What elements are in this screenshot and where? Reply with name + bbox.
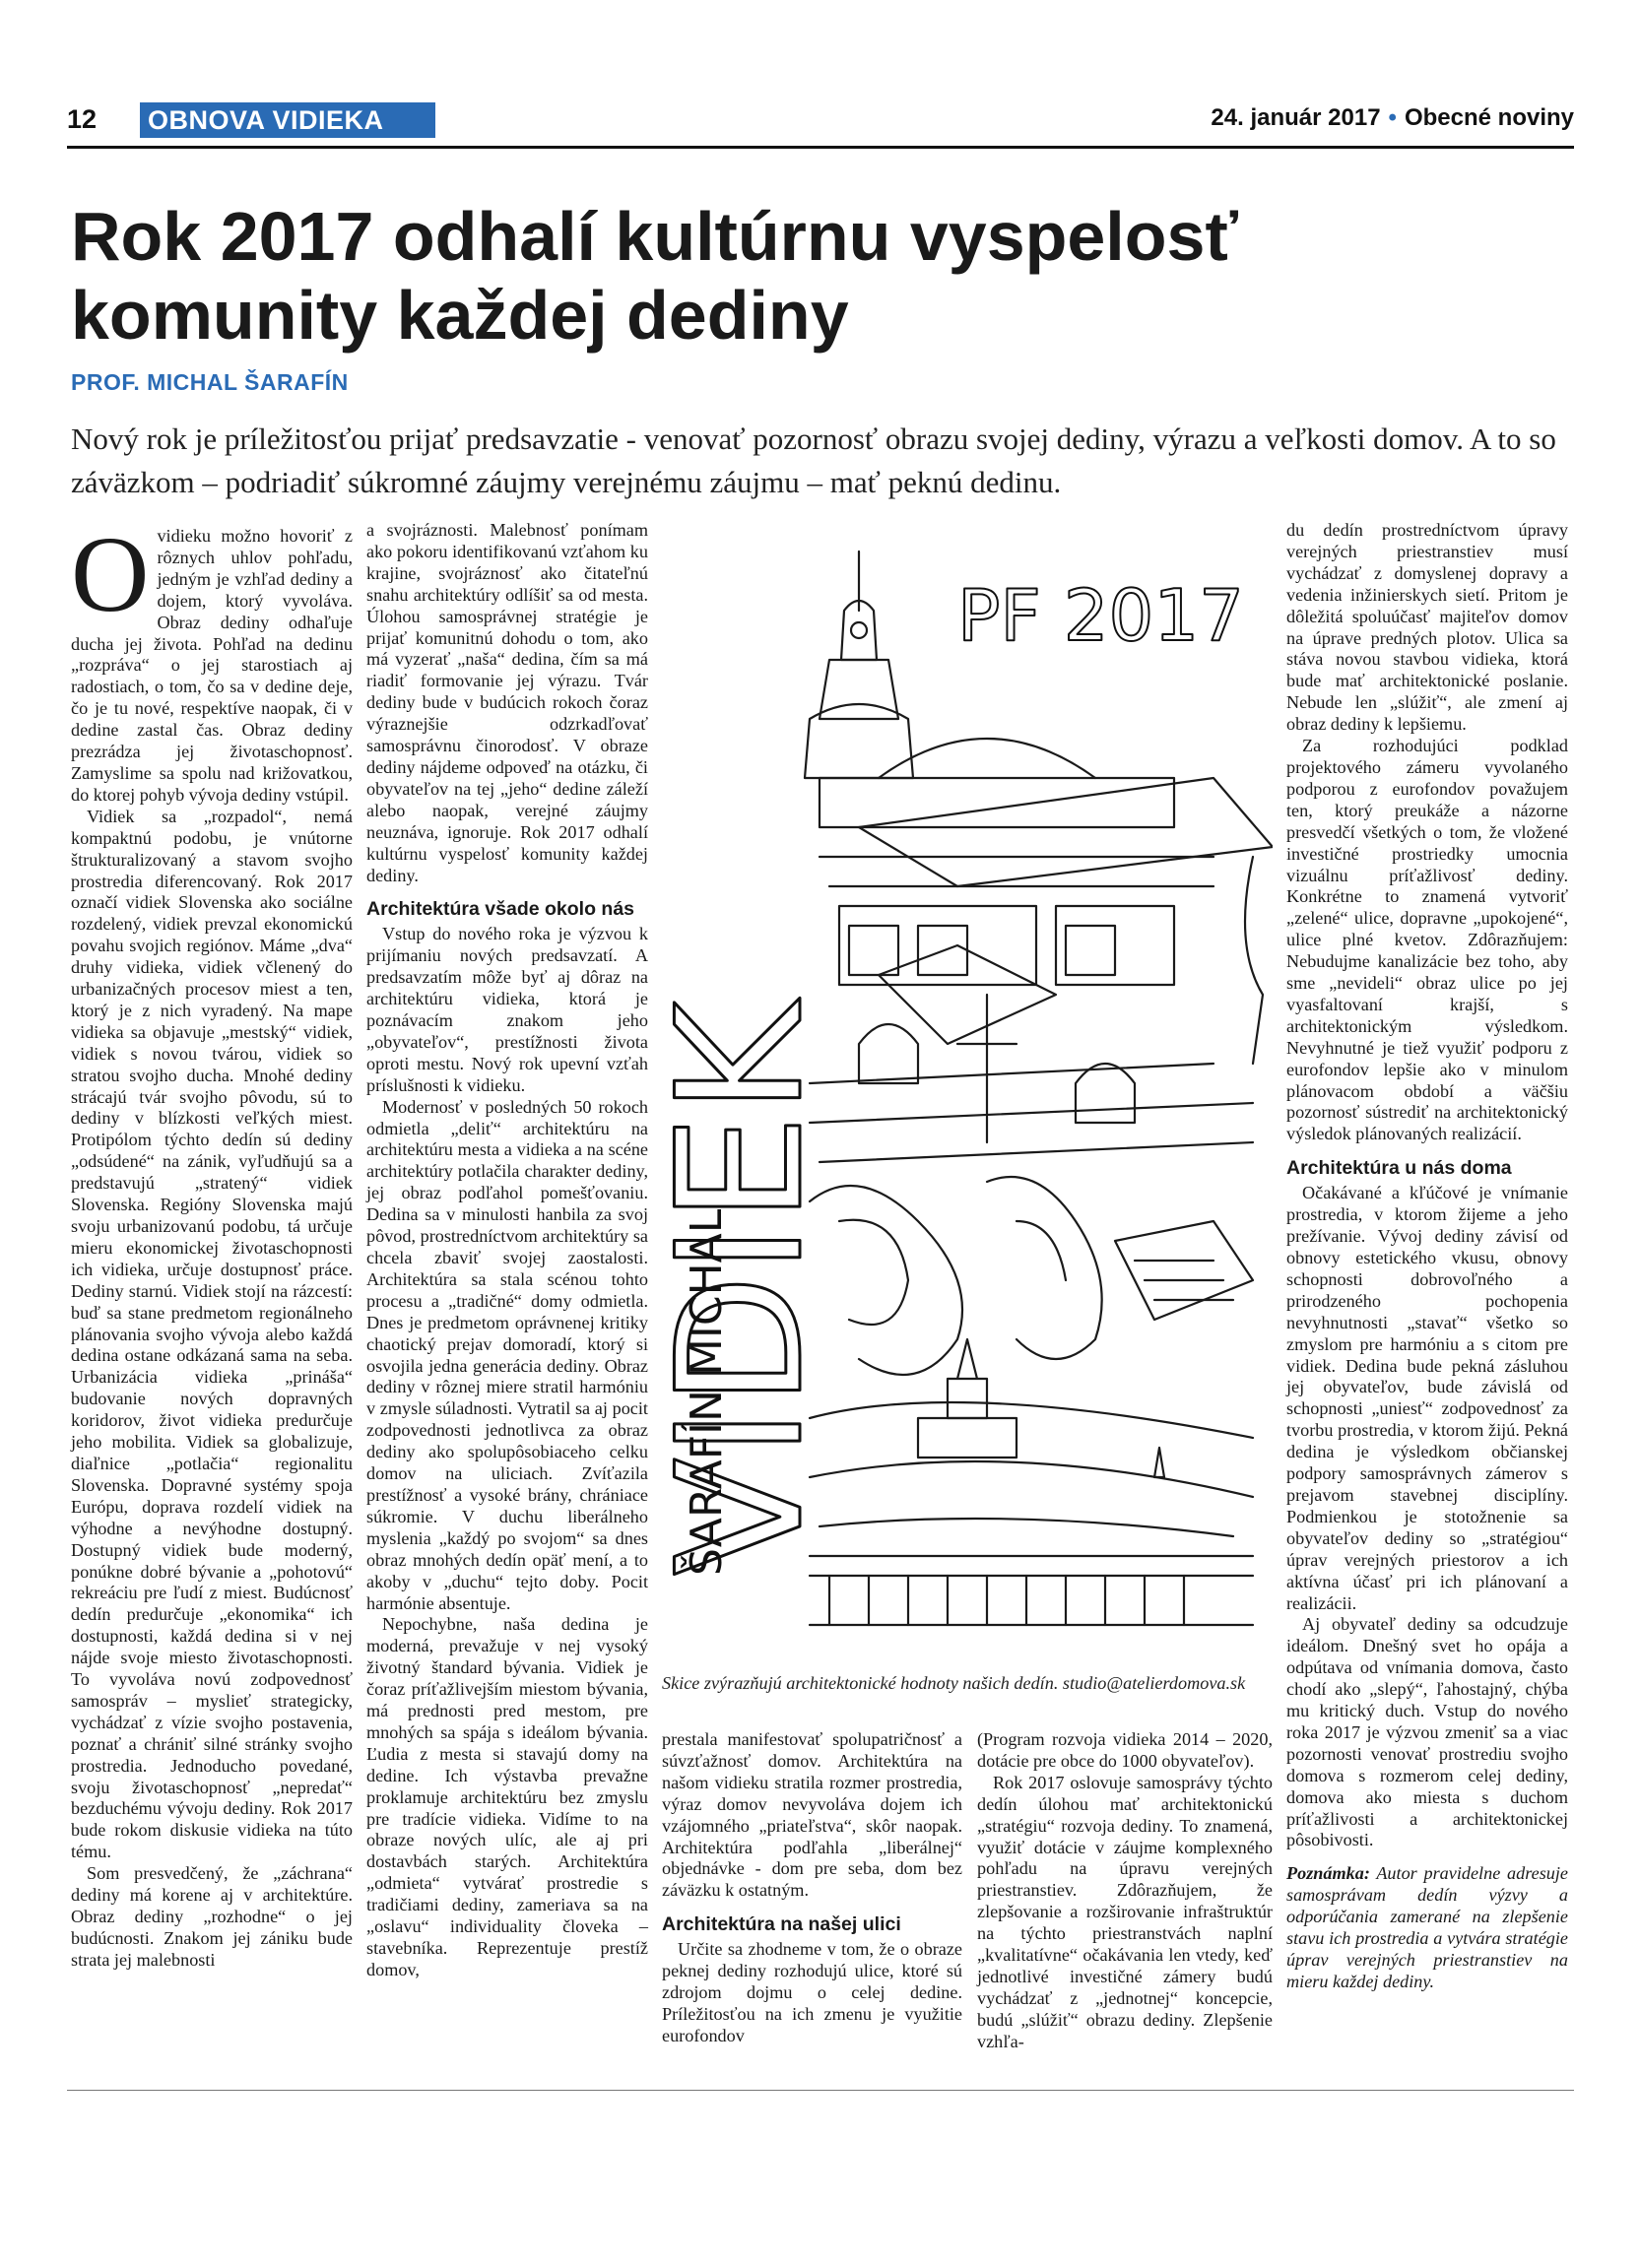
drop-cap: O (71, 514, 150, 634)
note-text: Autor pravidelne adresuje samosprávam dedín výzvy a odporúčania zamerané na zlepšenie stavu ich prostredia a vytvára stratégie úprav verejných priestranstiev na mieru každej dediny. (1286, 1863, 1568, 1991)
paragraph: a svojráznosti. Malebnosť ponímam ako pokoru identifikovanú vzťahom ku krajine, svojráznosť ako čitateľnú snahu architektúry odlíšiť sa od mesta. Úlohou samosprávnej stratégie je prijať komunitnú dohodu o tom, ako má vyzerať „naša“ dedina, čím sa má riadiť formovanie jej výrazu. Tvár dediny bude v budúcich rokoch čoraz výraznejšie odzrkadľovať samosprávnu činorodosť. V obraze dediny nájdeme odpoveď na otázku, či obyvateľov na tej „jeho“ dedine záleží alebo naopak, verejné záujmy neuznáva, ignoruje. Rok 2017 odhalí kultúrnu vyspelosť komunity každej dediny. (366, 520, 648, 885)
paragraph (71, 514, 353, 807)
paragraph: Za rozhodujúci podklad projektového zámeru vyvolaného podporou z eurofondov považujem ten, ktorý preukáže a názorne presvedčí všetkých o tom, že vložené investičné prostriedky umocnia vizuálnu príťažlivosť dediny. Konkrétne to znamená vytvoriť „zelené“ ulice, dopravne „upokojené“, ulice plné kvetov. Zdôrazňujem: Nebudujme kanalizácie bez toho, aby sme „nevideli“ obraz ulice po jej vyasfaltovaní krajší, s architektonickým výsledkom. Nevyhnutné je tiež využiť podporu z eurofondov lepšie ako v minulom plánovacom období a väčšiu pozornosť sústrediť na architektonický výsledok plánovaných realizácií. (1286, 736, 1568, 1144)
paragraph: Som presvedčený, že „záchrana“ dediny má korene aj v architektúre. Obraz dediny „rozhodne“ o jej budúcnosti. Znakom jej zániku bude strata jej malebnosti (71, 1863, 353, 1970)
paragraph: Vstup do nového roka je výzvou k prijímaniu nových predsavzatí. A predsavzatím môže byť aj dôraz na architektúru vidieka, ktorá je poznávacím znakom jeho „obyvateľov“, prestížnosti života oproti mestu. Nový rok upevní vzťah príslušnosti k vidieku. (366, 924, 648, 1095)
headline (71, 197, 1548, 355)
column-1 (71, 514, 353, 2082)
subheading: Architektúra všade okolo nás (366, 898, 635, 921)
paragraph: Očakávané a kľúčové je vnímanie prostredia, v ktorom žijeme a jeho prežívanie. Vývoj dediny závisí od obnovy estetického vkusu, obnovy schopnosti dobrovoľného a prirodzeného pochopenia nevyhnutnosti „stavať“ všetko so zmyslom pre harmóniu a s citom pre vidiek. Dedina bude pekná zásluhou jej obyvateľov, bude závislá od schopnosti „uniesť“ zodpovednosť za tvorbu prostredia, v ktorom žijú. Pekná dedina je výsledkom občianskej podpory samosprávnych zámerov s prejavom stavebnej disciplíny. Podmienkou je stotožnenie sa obyvateľov dediny so „stratégiou“ úprav verejných priestorov a ich aktívna účasť pri ich plánovaní a realizácii. (1286, 1183, 1568, 1613)
issue-date: 24. január 2017 (1211, 104, 1381, 131)
sketch-drawing (662, 532, 1273, 1664)
column-3 (662, 1729, 962, 2082)
paragraph: Vidiek sa „rozpadol“, nemá kompaktnú podobu, je vnútorne štrukturalizovaný a stavom svojho prostredia diferencovaný. Rok 2017 označí vidiek Slovenska ako sociálne rozdelený, vidiek prevzal ekonomickú povahu svojich regiónov. Máme „dva“ druhy vidieka, vidiek včlenený do urbanizačných procesov miest a ten, ktorý je z nich vyradený. Na mape vidieka sa objavuje „mestský“ vidiek, vidiek s novou tvárou, vidiek so stratou svojho ducha. Mnohé dediny strácajú tvár svojho pôvodu, sú to dediny v blízkosti veľkých miest. Protipólom týchto dedín sú dediny „odsúdené“ na zánik, vyľudňujú sa a predstavujú „stratený“ vidiek Slovenska. Regióny Slovenska majú svoju urbanizovanú podobu, tá určuje mieru ekonomickej životaschopnosti ich vidieka, určuje dostupnosť práce. Dediny starnú. Vidiek stojí na rázcestí: buď sa stane predmetom regionálneho plánovania svojho vývoja alebo každá dedina ostane odkázaná sama na seba. Urbanizácia vidieka „prináša“ budovanie nových dopravných koridorov, život vidieka predurčuje jeho mobilita. Vidiek sa globalizuje, diaľnice „potlačia“ regionalitu Slovenska. Dopravné systémy spoja Európu, doprava rozdelí vidiek na výhodne a nevýhodne dostupný. Dostupný vidiek bude moderný, ponúkne dobré bývanie a „pohotovú“ rekreáciu pre ľudí z miest. Budúcnosť dedín predurčuje „ekonomika“ ich dostupnosti, každá dedina si v nej nájde svoje miesto životaschopnosti. To vyvoláva novú zodpovednosť samospráv – myslieť strategicky, vychádzať z vízie svojho postavenia, poznať a chrániť silné stránky svojho prostredia. Jednoducho povedané, svoju životaschopnosť „nepredať“ bezduchému vývoju dediny. Rok 2017 bude rokom diskusie vidieka na túto tému. (71, 806, 353, 1862)
header-divider (67, 146, 1574, 149)
subheading: Architektúra u nás doma (1286, 1157, 1512, 1180)
page-number: 12 (67, 104, 98, 134)
paragraph: Určite sa zhodneme v tom, že o obraze peknej dediny rozhodujú ulice, ktoré sú zdrojom dojmu o celej dedine. Príležitosťou na ich zmenu je využitie eurofondov (662, 1939, 962, 2045)
column-5 (1286, 520, 1568, 2082)
issue-info (1211, 104, 1574, 132)
headline-line-2: komunity každej dediny (71, 277, 849, 354)
paragraph-text: vidieku možno hovoriť z rôznych uhlov pohľadu, jedným je vzhľad dediny a dojem, ktorý vyvoláva. Obraz dediny odhaľuje ducha jej života. Pohľad na dedinu „rozpráva“ o jej starostiach aj radostiach, o tom, čo sa v dedine deje, čo je tu nové, respektíve naopak, či v dedine zastal čas. Obraz dediny prezrádza jej životaschopnosť. Zamyslime sa spolu nad križovatkou, do ktorej pohyb vývoja dediny vstúpil. (71, 526, 353, 805)
author-byline: PROF. MICHAL ŠARAFÍN (71, 369, 349, 395)
lead-paragraph: Nový rok je príležitosťou prijať predsavzatie - venovať pozornosť obrazu svojej dediny, výrazu a veľkosti domov. A to so záväzkom – podriadiť súkromné záujmy verejnému záujmu – mať peknú dedinu. (71, 421, 1556, 499)
subheading: Architektúra na našej ulici (662, 1913, 901, 1936)
paragraph: (Program rozvoja vidieka 2014 – 2020, dotácie pre obce do 1000 obyvateľov). (977, 1729, 1273, 1771)
column-2 (366, 520, 648, 2082)
paragraph: du dedín prostredníctvom úpravy verejných priestranstiev musí vychádzať z domyslenej dopravy a vedenia inžinierskych sietí. Pritom je dôležitá spoluúčasť majiteľov domov na úprave predných plotov. Ulica sa stáva novou stavbou vidieka, ktorá bude mať architektonické poslanie. Nebude len „slúžiť“, ale zmení aj obraz dediny k lepšiemu. (1286, 520, 1568, 735)
publication-name: Obecné noviny (1404, 104, 1574, 131)
vertical-author: ŠARAFÍN MICHAL (682, 1208, 732, 1576)
paragraph: Rok 2017 oslovuje samosprávy týchto dedín úlohou mať architektonickú „stratégiu“ rozvoja dediny. To znamená, využiť dotácie v záujme komplexného pohľadu na úpravu verejných priestranstiev. Zdôrazňujem, že zlepšovanie a rozširovanie infraštruktúr na týchto priestranstvách naplní „kvalitatívne“ očakávania len vtedy, keď jednotlivé investičné zámery budú vychádzať z „jednotnej“ koncepcie, budú „slúžiť“ obrazu dediny. Zlepšenie vzhľa- (977, 1772, 1273, 2051)
vertical-title: VIDIEK (662, 1001, 841, 1576)
paragraph: Modernosť v posledných 50 rokoch odmietla „deliť“ architektúru na architektúru mesta a vidieka a na scéne architektúry potlačila charakter dediny, jej obraz podľahol pomešťovaniu. Dedina sa v minulosti hanbila za svoj pôvod, prostredníctvom architektúry sa chcela zbaviť svojej zaostalosti. Architektúra sa stala scénou tohto procesu a „tradičné“ domy odmietla. Dnes je predmetom oprávnenej kritiky chaotický prejav domoradí, ktorý si osvojila jedna generácia dediny. Obraz dediny v rôznej miere stratil harmóniu v zmysle súladnosti. Vytratil sa aj pocit zodpovednosti jednotlivca za obraz dediny ako spolupôsobiaceho celku domov na uliciach. Zvíťazila prestížnosť a vysoké brány, chrániace súkromie. V duchu liberálneho myslenia „každý po svojom“ sa dnes obraz mnohých dedín opäť mení, a to akoby v „duchu“ tejto doby. Pocit harmónie absentuje. (366, 1096, 648, 1613)
author-note (1286, 1863, 1568, 1992)
paragraph: prestala manifestovať spolupatričnosť a súvzťažnosť domov. Architektúra na našom vidieku stratila rozmer prostredia, výraz domov nevyvoláva dojem ich vzájomného „priateľstva“, skôr naopak. Architektúra podľahla „liberálnej“ objednávke - dom pre seba, dom bez záväzku k ostatným. (662, 1729, 962, 1901)
illustration-caption: Skice zvýrazňujú architektonické hodnoty našich dedín. studio@atelierdomova.sk (662, 1673, 1246, 1693)
column-4 (977, 1729, 1273, 2082)
section-label: OBNOVA VIDIEKA (140, 102, 435, 138)
paragraph: Aj obyvateľ dediny sa odcudzuje ideálom. Dnešný svet ho opája a odpútava od vnímania domova, často chodí ako „slepý“, ľahostajný, chýba mu kritický duch. Vstup do nového roka 2017 je výzvou zmeniť sa a viac pozornosti venovať prostrediu svojho domova s rozmerom celej dediny, domova ako miesta s duchom príťažlivosti a architektonickej pôsobivosti. (1286, 1614, 1568, 1850)
footer-divider (67, 2090, 1574, 2091)
paragraph: Nepochybne, naša dedina je moderná, prevažuje v nej vysoký životný štandard bývania. Vidiek je čoraz príťažlivejším miestom bývania, má prednosti pred mestom, pre mnohých sa spája s ideálom bývania. Ľudia z mesta si stavajú domy na dedine. Ich výstavba prevažne proklamuje architektúru bez zmyslu pre tradície vidieka. Vidíme to na obraze nových ulíc, ale aj pri dostavbách starých. Architektúra „odmieta“ vytvárať prostredie s tradičiami dediny, zameriava sa na „oslavu“ individuality človeka – stavebníka. Reprezentuje prestíž domov, (366, 1614, 648, 1979)
bullet-separator: • (1388, 104, 1397, 131)
page-header (67, 102, 1574, 142)
note-label: Poznámka: (1286, 1863, 1370, 1884)
pf-greeting: PF 2017 (957, 574, 1244, 657)
village-sketch-illustration (662, 532, 1273, 1664)
headline-line-1: Rok 2017 odhalí kultúrnu vyspelosť (71, 198, 1238, 275)
